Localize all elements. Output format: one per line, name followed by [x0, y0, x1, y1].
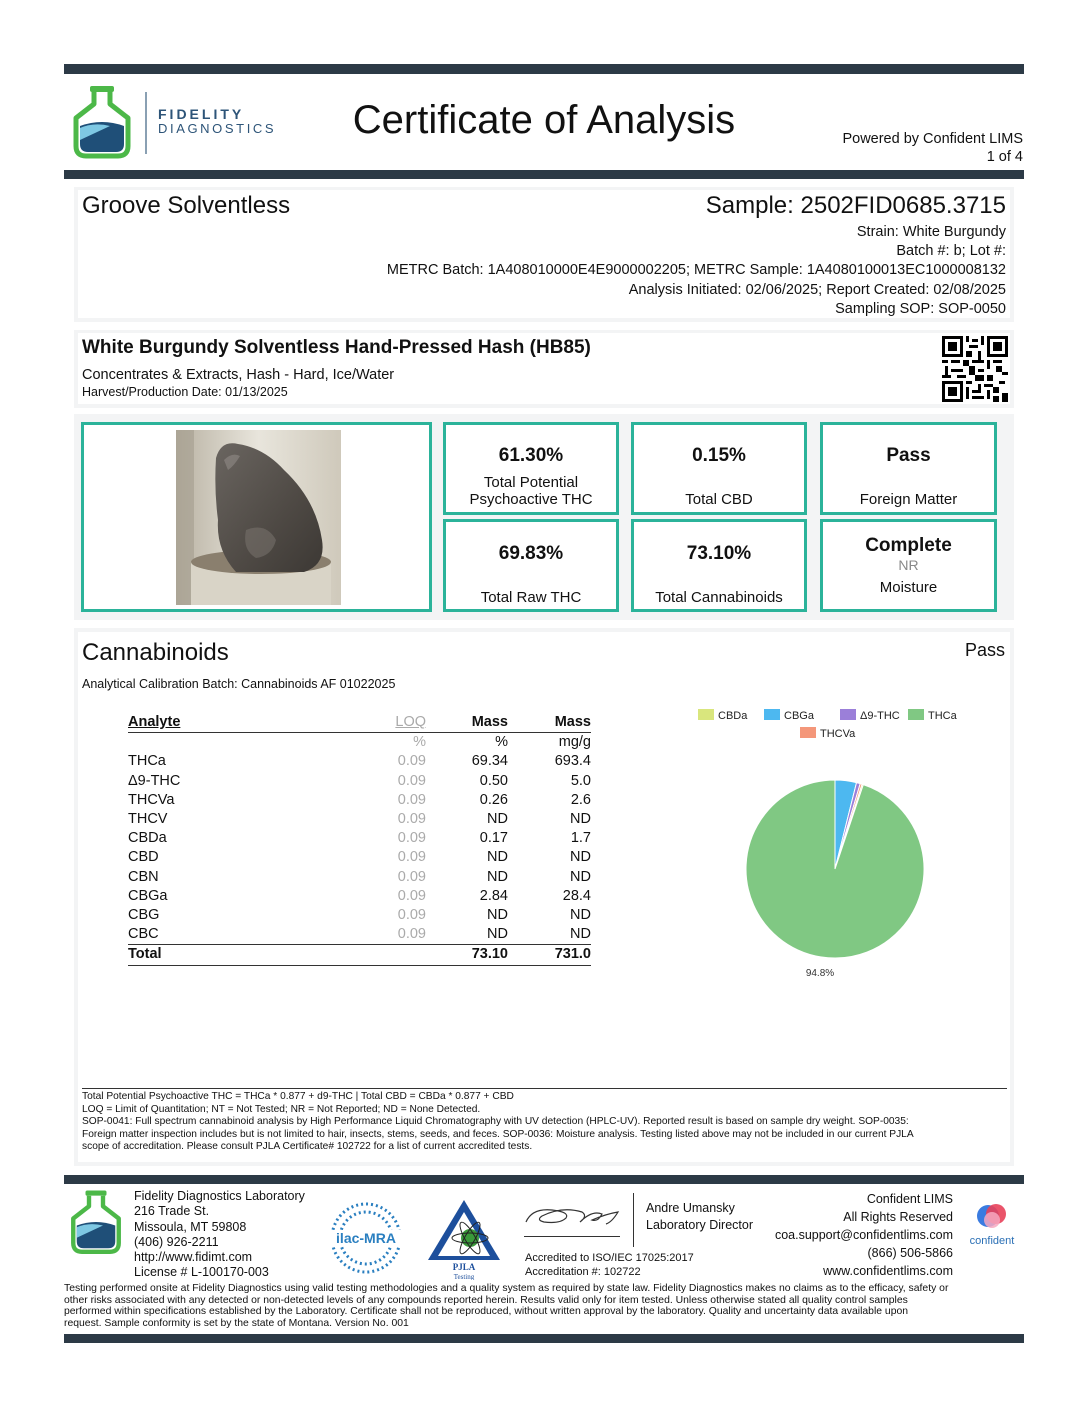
- sample-id: Sample: 2502FID0685.3715: [705, 192, 1006, 219]
- confident-contact: [740, 1190, 953, 1280]
- top-bar: [64, 64, 1024, 74]
- signature-image: [522, 1196, 632, 1234]
- analyte-cell: THCVa: [128, 791, 175, 808]
- header-analyte: Analyte: [128, 714, 181, 730]
- loq-cell: 0.09: [397, 772, 426, 789]
- total-mgg: 731.0: [554, 946, 591, 963]
- analyte-cell: THCV: [128, 811, 168, 828]
- note-line: scope of accreditation. Please consult PJLA Certificate# 102722 for a list of current accredited tests.: [82, 1141, 533, 1153]
- legend-swatch-thcva: [800, 727, 816, 738]
- signatory-title: Laboratory Director: [646, 1218, 753, 1232]
- units-row: [128, 733, 591, 753]
- header-mass-mgg: Mass: [554, 714, 591, 730]
- loq-cell: 0.09: [397, 926, 426, 943]
- notes: [82, 1091, 1007, 1154]
- notes-divider: [82, 1088, 1007, 1089]
- summary-card-raw-thc: [443, 519, 619, 612]
- confident-logo: [962, 1200, 1022, 1250]
- mass-mgg-cell: 693.4: [554, 753, 591, 770]
- logo-divider: [145, 92, 147, 154]
- summary-card-total-cannabinoids: [631, 519, 807, 612]
- analyte-cell: Δ9-THC: [128, 772, 181, 789]
- product-name: White Burgundy Solventless Hand-Pressed Hash (HB85): [82, 337, 591, 358]
- section-title: Cannabinoids: [82, 639, 229, 666]
- cannabinoids-table: [128, 713, 591, 966]
- confident-logo-text: confident: [969, 1235, 1015, 1247]
- sample-photo-frame: [81, 422, 432, 612]
- note-line: LOQ = Limit of Quantitation; NT = Not Tested; NR = Not Reported; ND = None Detected.: [82, 1103, 481, 1115]
- summary-label: Total Raw THC: [480, 589, 582, 606]
- table-total-row: [128, 945, 591, 965]
- section-status: Pass: [964, 640, 1005, 660]
- summary-label: Foreign Matter: [859, 491, 958, 508]
- summary-value: 69.83%: [498, 543, 564, 564]
- mass-mgg-cell: 2.6: [570, 791, 591, 808]
- flask-logo-small-icon: [68, 1188, 124, 1256]
- table-row: [128, 791, 591, 810]
- mass-pct-cell: ND: [487, 849, 508, 866]
- legend-label: CBDa: [718, 710, 748, 722]
- summary-label: Total Cannabinoids: [655, 589, 783, 606]
- product-category: Concentrates & Extracts, Hash - Hard, Ice/Water: [82, 367, 395, 383]
- table-row: [128, 868, 591, 887]
- legend-swatch-thca: [908, 709, 924, 720]
- mass-mgg-cell: 28.4: [562, 887, 591, 904]
- mass-mgg-cell: ND: [570, 811, 591, 828]
- legend-swatch-9thc: [840, 709, 856, 720]
- brand-line1: FIDELITY: [158, 106, 245, 122]
- mass-pct-cell: 0.26: [479, 791, 508, 808]
- summary-label-2: Psychoactive THC: [469, 491, 593, 508]
- harvest-date: Harvest/Production Date: 01/13/2025: [82, 385, 288, 399]
- legend-swatch-cbga: [764, 709, 780, 720]
- confident-name: Confident LIMS: [866, 1192, 953, 1206]
- brand-line2: DIAGNOSTICS: [158, 121, 277, 136]
- pie-slice-thca: [746, 780, 924, 958]
- ilac-text: ilac-MRA: [336, 1230, 396, 1246]
- sample-sop: Sampling SOP: SOP-0050: [835, 301, 1006, 317]
- lab-website-link[interactable]: http://www.fidimt.com: [134, 1250, 253, 1265]
- lab-address: [134, 1189, 305, 1281]
- loq-cell: 0.09: [397, 868, 426, 885]
- analyte-cell: CBD: [128, 849, 159, 866]
- unit-mass-mgg: mg/g: [558, 734, 591, 751]
- cannabinoid-pie-chart: [690, 703, 990, 993]
- lab-street: 216 Trade St.: [134, 1204, 210, 1219]
- sample-photo: [176, 430, 341, 605]
- unit-loq: %: [413, 734, 426, 751]
- mass-pct-cell: 69.34: [471, 753, 508, 770]
- legend-label: Δ9-THC: [860, 710, 900, 722]
- powered-by: Powered by Confident LIMS: [842, 131, 1023, 147]
- accreditation-number: Accreditation #: 102722: [525, 1266, 641, 1278]
- header-mass-pct: Mass: [471, 714, 508, 730]
- mass-mgg-cell: ND: [570, 868, 591, 885]
- analyte-cell: CBGa: [128, 887, 168, 904]
- mass-mgg-cell: 5.0: [570, 772, 591, 789]
- signatory: [646, 1200, 753, 1234]
- bottom-bar: [64, 1334, 1024, 1343]
- confident-email-link[interactable]: coa.support@confidentlims.com: [774, 1228, 953, 1242]
- legend-label: THCa: [928, 710, 957, 722]
- summary-card-foreign-matter: [820, 422, 997, 515]
- mass-mgg-cell: ND: [570, 907, 591, 924]
- table-row: [128, 810, 591, 829]
- table-row: [128, 925, 591, 945]
- disclaimer-line: request. Sample conformity is set by the state of Montana. Version No. 001: [64, 1317, 409, 1329]
- summary-value: Pass: [886, 445, 931, 466]
- loq-cell: 0.09: [397, 887, 426, 904]
- loq-cell: 0.09: [397, 907, 426, 924]
- signature-line: [524, 1236, 620, 1237]
- header-bottom-bar: [64, 170, 1024, 179]
- pjla-text: PJLA: [452, 1262, 476, 1272]
- sample-strain: Strain: White Burgundy: [856, 224, 1006, 240]
- summary-value: 0.15%: [692, 445, 746, 466]
- summary-label: Moisture: [879, 579, 938, 596]
- summary-label: Total CBD: [685, 491, 753, 508]
- signatory-name: Andre Umansky: [646, 1201, 735, 1215]
- sample-metrc: METRC Batch: 1A408010000E4E9000002205; METRC Sample: 1A4080100013EC1000008132: [386, 262, 1006, 278]
- table-row: [128, 829, 591, 848]
- summary-card-total-thc: [443, 422, 619, 515]
- analyte-cell: CBC: [128, 926, 159, 943]
- total-pct: 73.10: [471, 946, 508, 963]
- legend-swatch-cbda: [698, 709, 714, 720]
- total-label: Total: [128, 946, 162, 963]
- mass-pct-cell: 0.50: [479, 772, 508, 789]
- summary-card-moisture: [820, 519, 997, 612]
- table-row: [128, 772, 591, 791]
- note-line: SOP-0041: Full spectrum cannabinoid analysis by High Performance Liquid Chromatography with UV detection (HPLC-UV). Reported result is based on sample dry weight. SOP-0035:: [82, 1116, 909, 1128]
- legend-label: THCVa: [820, 728, 856, 740]
- summary-value: 61.30%: [498, 445, 564, 466]
- legend-label: CBGa: [784, 710, 814, 722]
- disclaimer: [64, 1283, 1024, 1329]
- table-row: [128, 848, 591, 867]
- loq-cell: 0.09: [397, 811, 426, 828]
- mass-pct-cell: ND: [487, 907, 508, 924]
- table-header-row: [128, 713, 591, 733]
- header-loq: LOQ: [395, 714, 426, 730]
- calibration-batch: Analytical Calibration Batch: Cannabinoids AF 01022025: [82, 677, 396, 691]
- ilac-mra-logo: [328, 1200, 404, 1276]
- mass-mgg-cell: ND: [570, 849, 591, 866]
- pie-svg: [690, 703, 990, 993]
- disclaimer-line: performed within specifications established by the Laboratory. Certificate shall not be reproduced, without written approval by the laboratory. Quality and uncertainty data available upon: [64, 1306, 909, 1318]
- confident-logo-icon: [974, 1200, 1010, 1232]
- note-line: Total Potential Psychoactive THC = THCa * 0.877 + d9-THC | Total CBD = CBDa * 0.877 + CBD: [82, 1091, 514, 1102]
- mass-pct-cell: ND: [487, 926, 508, 943]
- lab-city: Missoula, MT 59808: [134, 1219, 247, 1234]
- analyte-cell: CBG: [128, 907, 160, 924]
- mass-pct-cell: 0.17: [479, 830, 508, 847]
- sample-dates: Analysis Initiated: 02/06/2025; Report Created: 02/08/2025: [628, 282, 1006, 298]
- table-row: [128, 752, 591, 771]
- summary-value: 73.10%: [686, 543, 752, 564]
- mass-pct-cell: ND: [487, 811, 508, 828]
- lab-phone[interactable]: (406) 926-2211: [134, 1234, 219, 1249]
- loq-cell: 0.09: [397, 753, 426, 770]
- table-row: [128, 906, 591, 925]
- pie-data-label: 94.8%: [805, 968, 835, 979]
- confident-rights: All Rights Reserved: [843, 1210, 953, 1224]
- qr-code-icon[interactable]: [942, 336, 1008, 402]
- iso-accreditation: Accredited to ISO/IEC 17025:2017: [525, 1252, 694, 1264]
- analyte-cell: CBDa: [128, 830, 167, 847]
- disclaimer-line: other risks associated with any detected or non-detected levels of any compounds reported herein. Results valid only for item tested. Unless otherwise stated all quality control samples: [64, 1294, 908, 1306]
- flask-logo-icon: [70, 84, 134, 160]
- summary-value: Complete: [865, 535, 952, 556]
- unit-mass-pct: %: [495, 734, 508, 751]
- lab-license: License # L-100170-003: [134, 1265, 269, 1280]
- summary-note: NR: [898, 557, 919, 573]
- sample-batch-lot: Batch #: b; Lot #:: [896, 243, 1006, 259]
- analyte-cell: CBN: [128, 868, 159, 885]
- client-name: Groove Solventless: [82, 192, 291, 219]
- signature-divider: [633, 1193, 634, 1247]
- disclaimer-line: Testing performed onsite at Fidelity Diagnostics using valid testing methodologies and a quality system as required by state law. Fidelity Diagnostics makes no claims as to the efficacy, safety or: [64, 1283, 949, 1294]
- loq-cell: 0.09: [397, 791, 426, 808]
- accreditation-info: [525, 1251, 694, 1279]
- mass-pct-cell: 2.84: [479, 887, 508, 904]
- loq-cell: 0.09: [397, 849, 426, 866]
- page-number: 1 of 4: [986, 149, 1023, 165]
- pjla-sub-text: Testing: [453, 1273, 475, 1280]
- summary-card-total-cbd: [631, 422, 807, 515]
- loq-cell: 0.09: [397, 830, 426, 847]
- confident-website-link[interactable]: www.confidentlims.com: [823, 1264, 953, 1278]
- confident-phone[interactable]: (866) 506-5866: [867, 1246, 953, 1260]
- page-title: Certificate of Analysis: [352, 98, 736, 142]
- mass-mgg-cell: ND: [570, 926, 591, 943]
- summary-label-1: Total Potential: [483, 474, 579, 491]
- note-line: Foreign matter inspection includes but is not limited to hair, insects, stems, seeds, and feces. SOP-0036: Moisture analysis. Testing listed above may not be included in our current PJLA: [82, 1128, 914, 1140]
- pjla-logo: [426, 1198, 502, 1280]
- mass-mgg-cell: 1.7: [570, 830, 591, 847]
- lab-name: Fidelity Diagnostics Laboratory: [134, 1189, 305, 1203]
- mass-pct-cell: ND: [487, 868, 508, 885]
- footer-top-bar: [64, 1175, 1024, 1184]
- analyte-cell: THCa: [128, 753, 166, 770]
- table-row: [128, 887, 591, 906]
